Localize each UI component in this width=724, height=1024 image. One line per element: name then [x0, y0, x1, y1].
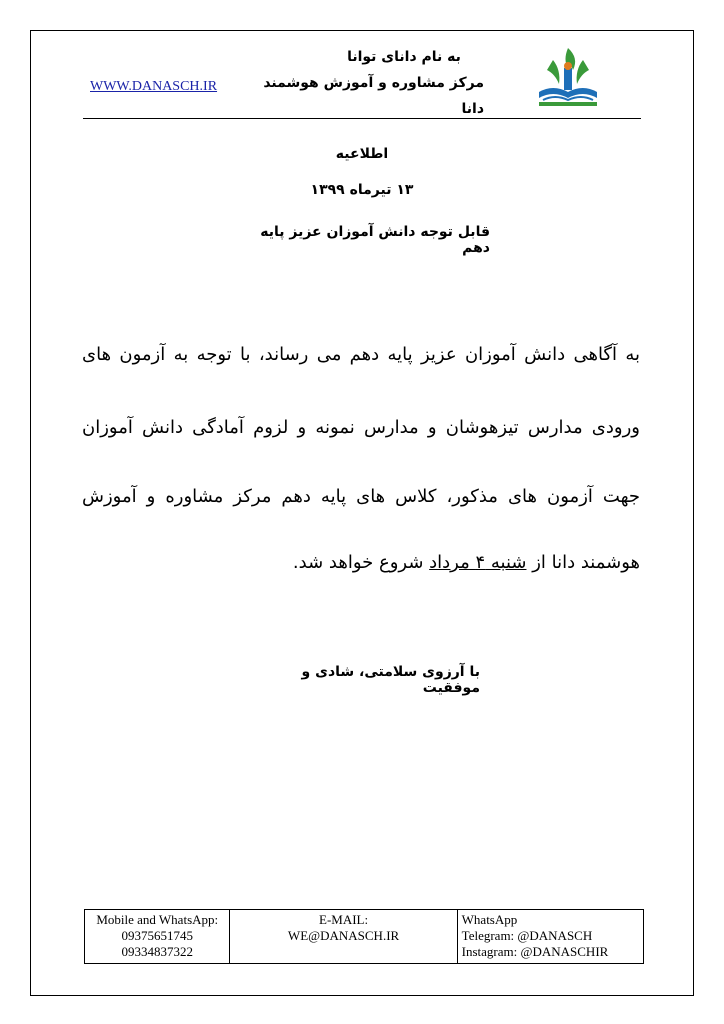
footer-telegram: Telegram: @DANASCH — [461, 928, 593, 943]
header-line-1: به نام دانای توانا — [347, 49, 461, 65]
footer-instagram: Instagram: @DANASCHIR — [461, 944, 609, 959]
footer-phone-label: Mobile and WhatsApp: — [96, 912, 219, 927]
footer-phone-1: 09375651745 — [121, 928, 193, 943]
footer-email-value: WE@DANASCH.IR — [287, 928, 400, 943]
body-line-4 — [82, 552, 640, 573]
footer-phone-2: 09334837322 — [121, 944, 193, 959]
body-line-4-end: شروع خواهد شد. — [292, 552, 430, 573]
header-line-2: مرکز مشاوره و آموزش هوشمند دانا — [263, 75, 484, 117]
website-link[interactable]: WWW.DANASCH.IR — [90, 79, 218, 94]
contact-footer-table — [84, 909, 644, 964]
start-date-highlight: شنبه ۴ مرداد — [429, 552, 527, 573]
footer-phone-cell — [85, 910, 230, 963]
center-logo-icon — [533, 40, 603, 112]
body-line-1: به آگاهی دانش آموزان عزیز پایه دهم می رساند، با توجه به آزمون های — [82, 344, 640, 365]
closing-wishes: با آرزوی سلامتی، شادی و موفقیت — [301, 664, 480, 696]
footer-whatsapp: WhatsApp — [461, 912, 518, 927]
footer-social-cell — [458, 910, 643, 963]
body-line-3: جهت آزمون های مذکور، کلاس های پایه دهم مرکز مشاوره و آموزش — [82, 486, 640, 507]
body-line-2: ورودی مدارس تیزهوشان و مدارس نمونه و لزوم آمادگی دانش آموزان — [82, 417, 640, 438]
header-divider — [83, 118, 641, 119]
notice-title: اطلاعیه — [335, 146, 389, 162]
notice-date: ۱۳ تیرماه ۱۳۹۹ — [310, 182, 414, 198]
notice-audience: قابل توجه دانش آموزان عزیز پایه دهم — [260, 224, 490, 256]
page-border — [30, 30, 694, 996]
footer-email-cell — [230, 910, 457, 963]
footer-email-label: E-MAIL: — [319, 912, 369, 927]
header-titles — [250, 44, 484, 122]
body-line-4-start: هوشمند دانا از — [526, 552, 640, 573]
